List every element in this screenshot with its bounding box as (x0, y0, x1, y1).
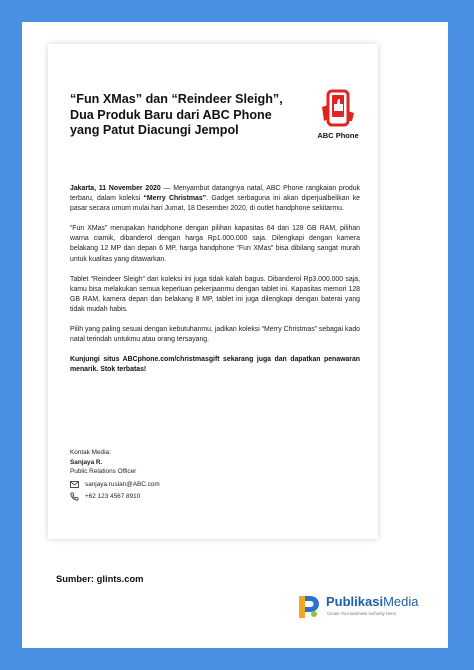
logo-text: ABC Phone (317, 131, 359, 140)
abc-phone-logo (310, 89, 366, 140)
brand-name-light: Media (383, 594, 419, 609)
headline-line-1: “Fun XMas” dan “Reindeer Sleigh”, (70, 92, 283, 106)
dateline: Jakarta, 11 November 2020 (70, 185, 161, 192)
phone-thumbs-up-icon (318, 89, 358, 129)
press-release-document (48, 44, 378, 539)
contact-email-row (70, 480, 270, 490)
contact-phone: +62 123 4567 8910 (85, 493, 141, 500)
contact-role: Public Relations Officer (70, 468, 137, 475)
call-to-action: Kunjungi situs ABCphone.com/christmasgift sekarang juga dan dapatkan penawaran menarik. Stok terbatas! (70, 356, 360, 374)
paragraph-1 (70, 184, 360, 214)
publikasimedia-logo (296, 592, 436, 624)
paragraph-4: Pilih yang paling sesuai dengan kebutuhanmu, jadikan koleksi “Merry Christmas” sebagai kado natal terindah untukmu atau orang tersayang. (70, 326, 360, 344)
headline-line-2: Dua Produk Baru dari ABC Phone (70, 107, 272, 122)
paragraph-3: Tablet “Reindeer Sleigh” dari koleksi ini juga tidak kalah bagus. Dibanderol Rp3.000.000 saja, kamu bisa melakukan semua keperluan pekerjaanmu dengan tablet ini. Kapasitas memori 128 GB RAM, kamera depan dan belakang 8 MP, tablet ini juga dilengkapi dengan baterai yang tidak mudah habis. (70, 275, 360, 313)
contact-label: Kontak Media: (70, 449, 111, 456)
phone-icon (70, 492, 79, 501)
brand-name-bold: Publikasi (326, 594, 384, 609)
headline (70, 92, 300, 139)
headline-line-3: yang Patut Diacungi Jempol (70, 123, 239, 137)
brand-tagline: Create Your Business Authority Here! (327, 611, 397, 616)
collection-name: “Merry Christmas” (143, 195, 207, 203)
brand-mark-icon (296, 594, 322, 620)
paragraph-2: “Fun XMas” merupakan handphone dengan pilihan kapasitas 64 dan 128 GB RAM, pilihan warna ciamik, dibanderol dengan harga Rp1.000.000 saja. Dilengkapi dengan kamera belakang 12 MP dan depan 6 MP, harga handphone “Fun XMas” bisa dibilang sangat murah untuk kualitas yang ditawarkan. (70, 225, 360, 263)
brand-name (326, 594, 419, 609)
contact-email: sanjaya.ruslan@ABC.com (85, 480, 160, 488)
article-body (70, 184, 360, 385)
mail-icon (70, 481, 79, 488)
paragraph-1-text-a: — Menyambut datangnya natal, ABC Phone rangkaian produk terbaru, dalam koleksi (70, 185, 361, 203)
paragraph-1-text-b: . Gadget serbaguna ini akan diperjualbelikan ke pasar secara umum mulai hari Jumat, 18 Desember 2020, di outlet handphone sekitarmu. (70, 195, 360, 213)
contact-name: Sanjaya R. (70, 458, 103, 466)
media-contact (70, 448, 270, 502)
source-credit: Sumber: glints.com (56, 573, 144, 584)
contact-phone-row (70, 492, 270, 502)
